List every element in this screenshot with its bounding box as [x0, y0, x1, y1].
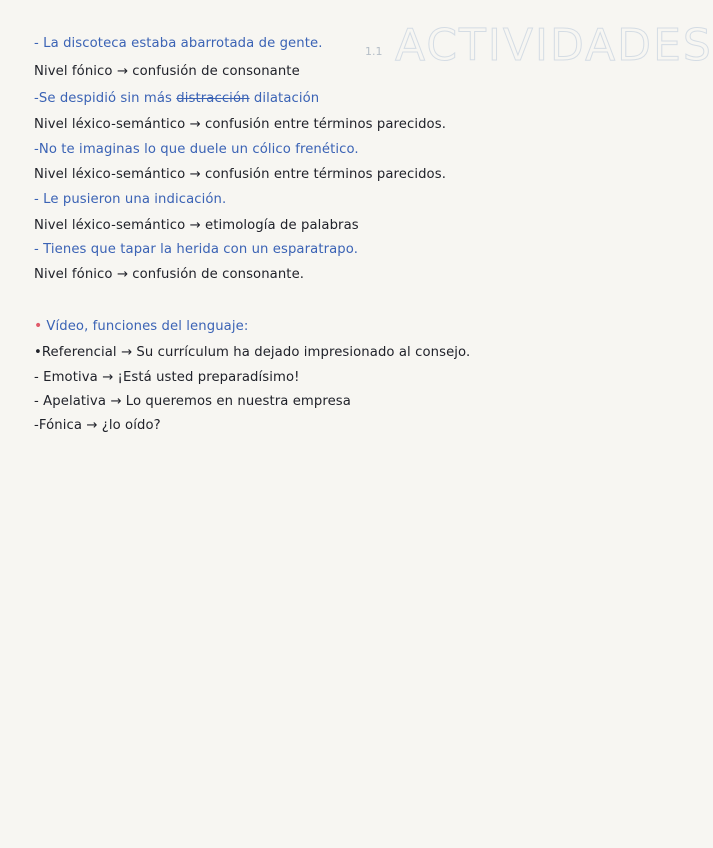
function-item-1: •Referencial → Su currículum ha dejado impresionado al consejo.: [34, 345, 471, 360]
red-bullet-icon: •: [34, 318, 43, 334]
bleed-through-title: ACTIVIDADES: [395, 20, 713, 71]
section-heading-text: Vídeo, funciones del lenguaje:: [46, 319, 249, 334]
bleed-through-number: 1.1: [365, 45, 383, 58]
struck-word: distracción: [176, 91, 250, 106]
example-line-3: -No te imaginas lo que duele un cólico frenético.: [34, 142, 359, 157]
function-item-3: - Apelativa → Lo queremos en nuestra empresa: [34, 394, 351, 409]
example-line-4: - Le pusieron una indicación.: [34, 192, 227, 207]
analysis-line-5: Nivel fónico → confusión de consonante.: [34, 267, 305, 282]
function-item-2: - Emotiva → ¡Está usted preparadísimo!: [34, 370, 300, 385]
example-line-5: - Tienes que tapar la herida con un esparatrapo.: [34, 242, 358, 257]
analysis-line-1: Nivel fónico → confusión de consonante: [34, 64, 300, 79]
function-item-4: -Fónica → ¿lo oído?: [34, 418, 161, 433]
example-line-1: - La discoteca estaba abarrotada de gente.: [34, 36, 323, 51]
example-line-2-prefix: -Se despidió sin más: [34, 91, 177, 106]
analysis-line-3: Nivel léxico-semántico → confusión entre términos parecidos.: [34, 167, 446, 182]
analysis-line-2: Nivel léxico-semántico → confusión entre términos parecidos.: [34, 117, 446, 132]
analysis-line-4: Nivel léxico-semántico → etimología de palabras: [34, 218, 359, 233]
section-heading: [34, 318, 248, 334]
example-line-2: [34, 91, 319, 106]
example-line-2-suffix: dilatación: [249, 91, 320, 106]
